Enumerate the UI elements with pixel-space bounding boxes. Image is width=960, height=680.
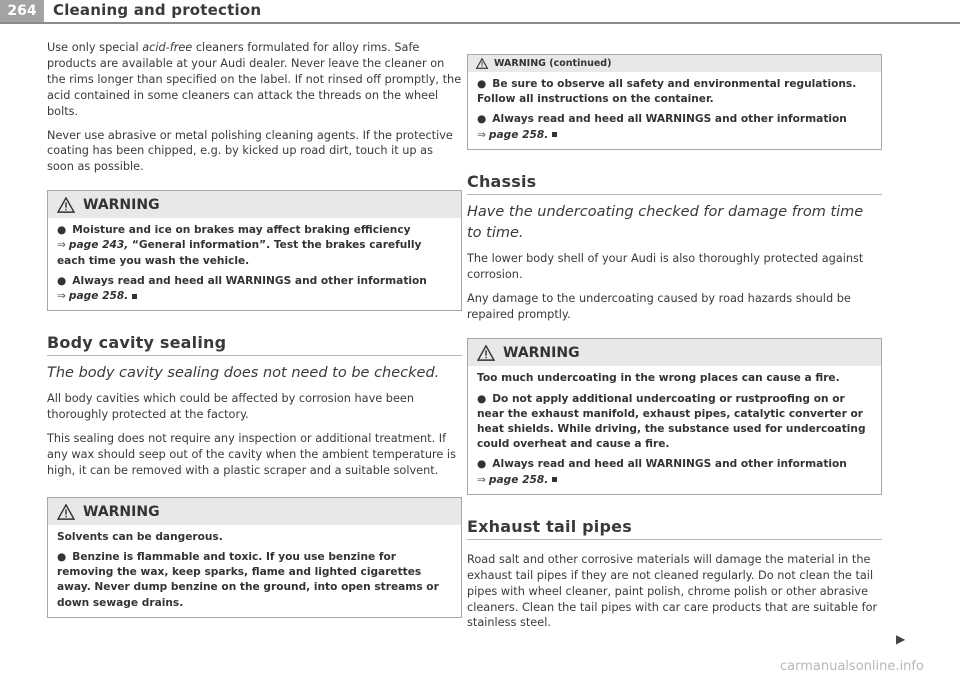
page-reference-link[interactable]: page 243, bbox=[68, 239, 129, 252]
warning-item bbox=[477, 77, 872, 107]
right-column bbox=[467, 54, 882, 639]
warning-item bbox=[477, 392, 872, 453]
section-paragraph: Road salt and other corrosive materials will damage the material in the exhaust tail pipes if they are not cleaned regularly. Do not clean the tail pipes with wheel cleaner, paint polish, chrome polish or other abrasive cleaners. Clean the tail pipes with car care products that are suitable for stainless steel. bbox=[467, 552, 878, 630]
warning-header bbox=[468, 339, 881, 366]
warning-item bbox=[57, 274, 452, 304]
warning-triangle-icon bbox=[476, 58, 488, 69]
warning-box-brakes bbox=[47, 190, 462, 311]
warning-box-undercoating bbox=[467, 338, 882, 494]
warning-item-tail: “General information”. Test the brakes carefully each time you wash the vehicle. bbox=[57, 239, 422, 267]
warning-triangle-icon bbox=[477, 345, 495, 361]
warning-title: WARNING bbox=[503, 345, 580, 362]
cross-reference-arrow-icon: ⇒ bbox=[477, 473, 486, 486]
header-rule bbox=[0, 22, 960, 24]
section-title: Cleaning and protection bbox=[53, 1, 262, 19]
section-heading: Chassis bbox=[467, 172, 882, 195]
warning-item bbox=[57, 223, 452, 269]
bullet-icon: ● bbox=[477, 113, 487, 126]
warning-intro: Solvents can be dangerous. bbox=[57, 530, 223, 543]
page-reference-link[interactable]: page 258. bbox=[68, 290, 129, 303]
warning-body bbox=[468, 72, 881, 149]
bullet-icon: ● bbox=[57, 274, 67, 287]
section-paragraph: This sealing does not require any inspection or additional treatment. If any wax should seep out of the cavity when the ambient temperature is high, it can be removed with a plastic scraper and a suitable solvent. bbox=[47, 432, 456, 477]
end-of-section-icon bbox=[132, 294, 137, 299]
left-column bbox=[47, 40, 462, 618]
intro-emphasis: acid-free bbox=[142, 41, 193, 54]
warning-body bbox=[48, 218, 461, 310]
section-lead: The body cavity sealing does not need to be checked. bbox=[47, 365, 440, 382]
end-of-section-icon bbox=[552, 132, 557, 137]
cross-reference-arrow-icon: ⇒ bbox=[57, 290, 66, 303]
section-lead: Have the undercoating checked for damage from time to time. bbox=[467, 203, 864, 241]
bullet-icon: ● bbox=[57, 224, 67, 237]
section-paragraph: All body cavities which could be affected by corrosion have been thoroughly protected at the factory. bbox=[47, 392, 415, 422]
bullet-icon: ● bbox=[477, 458, 487, 471]
warning-body bbox=[48, 525, 461, 617]
warning-item-text: Always read and heed all WARNINGS and other information bbox=[492, 458, 847, 471]
watermark: carmanualsonline.info bbox=[780, 659, 924, 674]
warning-title: WARNING bbox=[83, 197, 160, 214]
section-heading: Exhaust tail pipes bbox=[467, 517, 882, 540]
warning-item-text: Always read and heed all WARNINGS and other information bbox=[492, 113, 847, 126]
warning-item bbox=[57, 550, 452, 611]
intro-paragraph-1 bbox=[47, 40, 462, 120]
exhaust-section bbox=[467, 517, 882, 632]
warning-item-text: Be sure to observe all safety and environmental regulations. Follow all instructions on the container. bbox=[477, 78, 857, 106]
section-paragraph: The lower body shell of your Audi is also thoroughly protected against corrosion. bbox=[467, 251, 864, 281]
intro-paragraph-2: Never use abrasive or metal polishing cleaning agents. If the protective coating has been chipped, e.g. by kicked up road dirt, touch it up as soon as possible. bbox=[47, 128, 453, 174]
warning-box-solvents bbox=[47, 497, 462, 618]
intro-text-cont: cleaners formulated for alloy rims. Safe products are available at your Audi dealer. Never leave the cleaner on the rims longer than specified on the label. If not rinsed off promptly, the acid contained in some cleaners can attack the threads on the wheel bolts. bbox=[47, 41, 462, 118]
page-header bbox=[0, 0, 960, 24]
section-paragraph: Any damage to the undercoating caused by road hazards should be repaired promptly. bbox=[467, 291, 851, 321]
intro-text: Use only special bbox=[47, 41, 143, 54]
section-heading: Body cavity sealing bbox=[47, 333, 462, 356]
end-of-section-icon bbox=[552, 477, 557, 482]
page-reference-link[interactable]: page 258. bbox=[488, 473, 549, 486]
page-reference-link[interactable]: page 258. bbox=[488, 128, 549, 141]
warning-header bbox=[48, 191, 461, 218]
warning-item-text: Benzine is flammable and toxic. If you use benzine for removing the wax, keep sparks, flame and lighted cigarettes away. Never dump benzine on the ground, into open streams or down sewage drains. bbox=[57, 551, 439, 609]
warning-item-text: Moisture and ice on brakes may affect braking efficiency bbox=[72, 224, 411, 237]
page-number: 264 bbox=[0, 0, 44, 22]
chassis-section bbox=[467, 172, 882, 323]
warning-item bbox=[477, 457, 872, 487]
bullet-icon: ● bbox=[477, 392, 487, 405]
continue-arrow-icon: ▶ bbox=[896, 632, 906, 646]
bullet-icon: ● bbox=[57, 551, 67, 563]
warning-item-text: Always read and heed all WARNINGS and other information bbox=[72, 274, 427, 287]
warning-header bbox=[468, 55, 881, 72]
body-cavity-section bbox=[47, 333, 462, 479]
warning-triangle-icon bbox=[57, 197, 75, 213]
cross-reference-arrow-icon: ⇒ bbox=[57, 239, 66, 252]
warning-intro: Too much undercoating in the wrong places can cause a fire. bbox=[477, 372, 840, 385]
warning-item-text: Do not apply additional undercoating or rustproofing on or near the exhaust manifold, exhaust pipes, catalytic converter or heat shields. While driving, the substance used for undercoating could overheat and cause a fire. bbox=[477, 392, 866, 451]
warning-title: WARNING (continued) bbox=[494, 58, 612, 69]
warning-body bbox=[468, 366, 881, 493]
warning-triangle-icon bbox=[57, 504, 75, 520]
cross-reference-arrow-icon: ⇒ bbox=[477, 128, 486, 141]
bullet-icon: ● bbox=[477, 78, 487, 90]
warning-box-continued bbox=[467, 54, 882, 150]
warning-item bbox=[477, 112, 872, 142]
warning-header bbox=[48, 498, 461, 525]
warning-title: WARNING bbox=[83, 503, 160, 520]
